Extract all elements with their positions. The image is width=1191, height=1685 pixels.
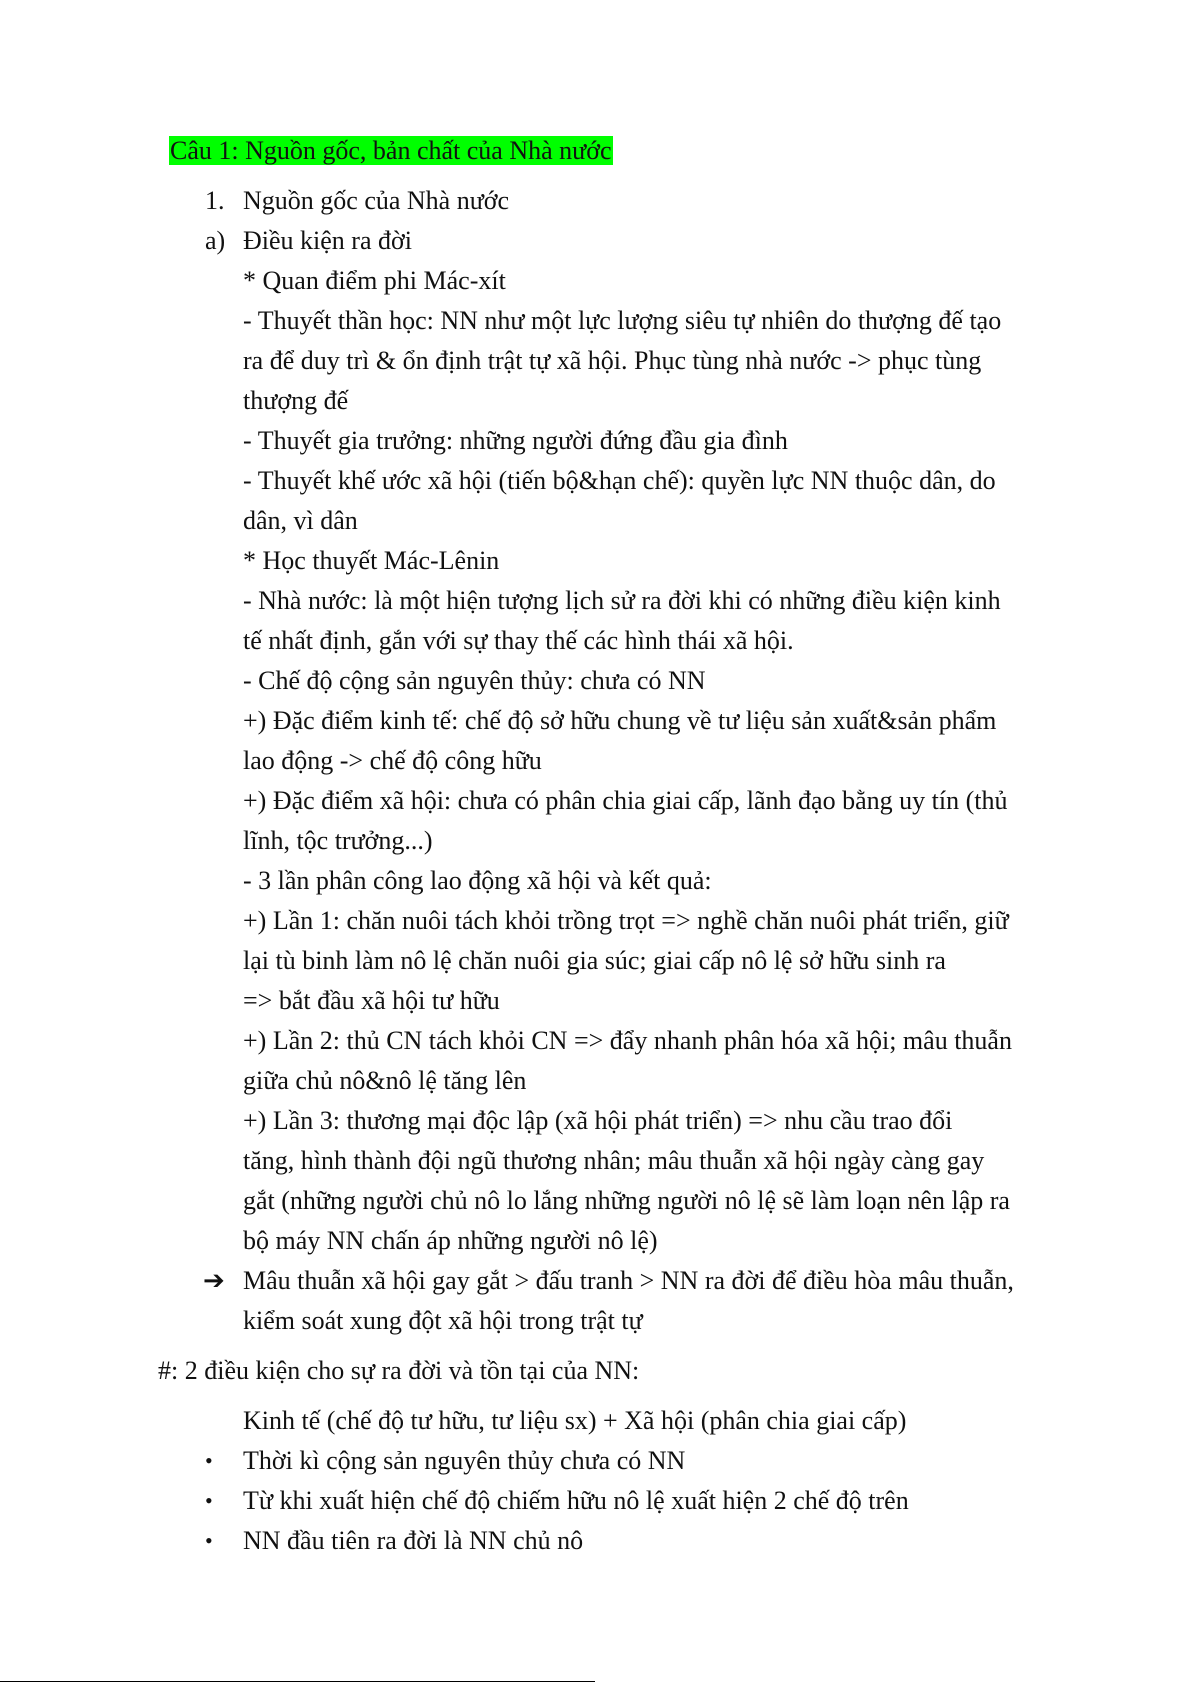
text-line: dân, vì dân (243, 506, 358, 535)
text-line: gắt (những người chủ nô lo lắng những người nô lệ sẽ làm loạn nên lập ra (243, 1186, 1010, 1215)
text-line: * Quan điểm phi Mác-xít (243, 266, 506, 295)
text-line: +) Lần 3: thương mại độc lập (xã hội phát triển) => nhu cầu trao đổi (243, 1106, 953, 1135)
text-line: - 3 lần phân công lao động xã hội và kết quả: (243, 866, 712, 895)
numbered-item (169, 181, 1089, 221)
text-line: Mâu thuẫn xã hội gay gắt > đấu tranh > NN ra đời để điều hòa mâu thuẫn, (243, 1266, 1014, 1295)
bullet-item (169, 1441, 1089, 1481)
text-line: Từ khi xuất hiện chế độ chiếm hữu nô lệ xuất hiện 2 chế độ trên (243, 1486, 909, 1515)
text-line: giữa chủ nô&nô lệ tăng lên (243, 1066, 527, 1095)
question-heading (169, 133, 613, 169)
text-line: Điều kiện ra đời (243, 226, 412, 255)
text-line: ra để duy trì & ổn định trật tự xã hội. Phục tùng nhà nước -> phục tùng (243, 346, 982, 375)
text-line: - Thuyết gia trưởng: những người đứng đầu gia đình (243, 426, 788, 455)
text-line: tế nhất định, gắn với sự thay thế các hình thái xã hội. (243, 626, 794, 655)
text-line: tăng, hình thành đội ngũ thương nhân; mâu thuẫn xã hội ngày càng gay (243, 1146, 985, 1175)
bullet-item (169, 1481, 1089, 1521)
lettered-item (169, 221, 1089, 261)
footer-divider (0, 1681, 595, 1682)
text-line: thượng đế (243, 386, 349, 415)
text-line: lại tù binh làm nô lệ chăn nuôi gia súc; giai cấp nô lệ sở hữu sinh ra (243, 946, 946, 975)
text-line: Nguồn gốc của Nhà nước (243, 186, 510, 215)
text-line: - Thuyết khế ước xã hội (tiến bộ&hạn chế): quyền lực NN thuộc dân, do (243, 466, 996, 495)
bullet-icon: • (205, 1488, 213, 1513)
text-line: NN đầu tiên ra đời là NN chủ nô (243, 1526, 584, 1555)
bullet-icon: • (205, 1528, 213, 1553)
arrow-right-icon: ➔ (203, 1266, 225, 1295)
text-line: - Chế độ cộng sản nguyên thủy: chưa có NN (243, 666, 706, 695)
bullet-icon: • (205, 1448, 213, 1473)
highlighted-title: Câu 1: Nguồn gốc, bản chất của Nhà nước (170, 136, 612, 165)
text-line: Thời kì cộng sản nguyên thủy chưa có NN (243, 1446, 686, 1475)
text-line: +) Lần 2: thủ CN tách khỏi CN => đẩy nhanh phân hóa xã hội; mâu thuẫn (243, 1026, 1012, 1055)
text-line: bộ máy NN chấn áp những người nô lệ) (243, 1226, 658, 1255)
bullet-item (169, 1521, 1089, 1561)
document-body (158, 181, 1089, 1561)
text-line: +) Đặc điểm xã hội: chưa có phân chia giai cấp, lãnh đạo bằng uy tín (thủ (243, 786, 1008, 815)
list-number: 1. (205, 186, 225, 215)
text-line: * Học thuyết Mác-Lênin (243, 546, 500, 575)
conclusion-item (169, 1261, 1089, 1301)
text-line: #: 2 điều kiện cho sự ra đời và tồn tại của NN: (158, 1356, 640, 1385)
text-line: lĩnh, tộc trưởng...) (243, 826, 433, 855)
text-line: +) Lần 1: chăn nuôi tách khỏi trồng trọt => nghề chăn nuôi phát triển, giữ (243, 906, 1009, 935)
text-line: - Thuyết thần học: NN như một lực lượng siêu tự nhiên do thượng đế tạo (243, 306, 1002, 335)
text-line: +) Đặc điểm kinh tế: chế độ sở hữu chung về tư liệu sản xuất&sản phẩm (243, 706, 997, 735)
text-line: Kinh tế (chế độ tư hữu, tư liệu sx) + Xã hội (phân chia giai cấp) (243, 1406, 907, 1435)
list-letter: a) (205, 226, 226, 255)
text-line: kiểm soát xung đột xã hội trong trật tự (243, 1306, 643, 1335)
summary-heading (158, 1351, 1089, 1391)
text-line: => bắt đầu xã hội tư hữu (243, 986, 500, 1015)
text-line: - Nhà nước: là một hiện tượng lịch sử ra đời khi có những điều kiện kinh (243, 586, 1001, 615)
text-line: lao động -> chế độ công hữu (243, 746, 542, 775)
